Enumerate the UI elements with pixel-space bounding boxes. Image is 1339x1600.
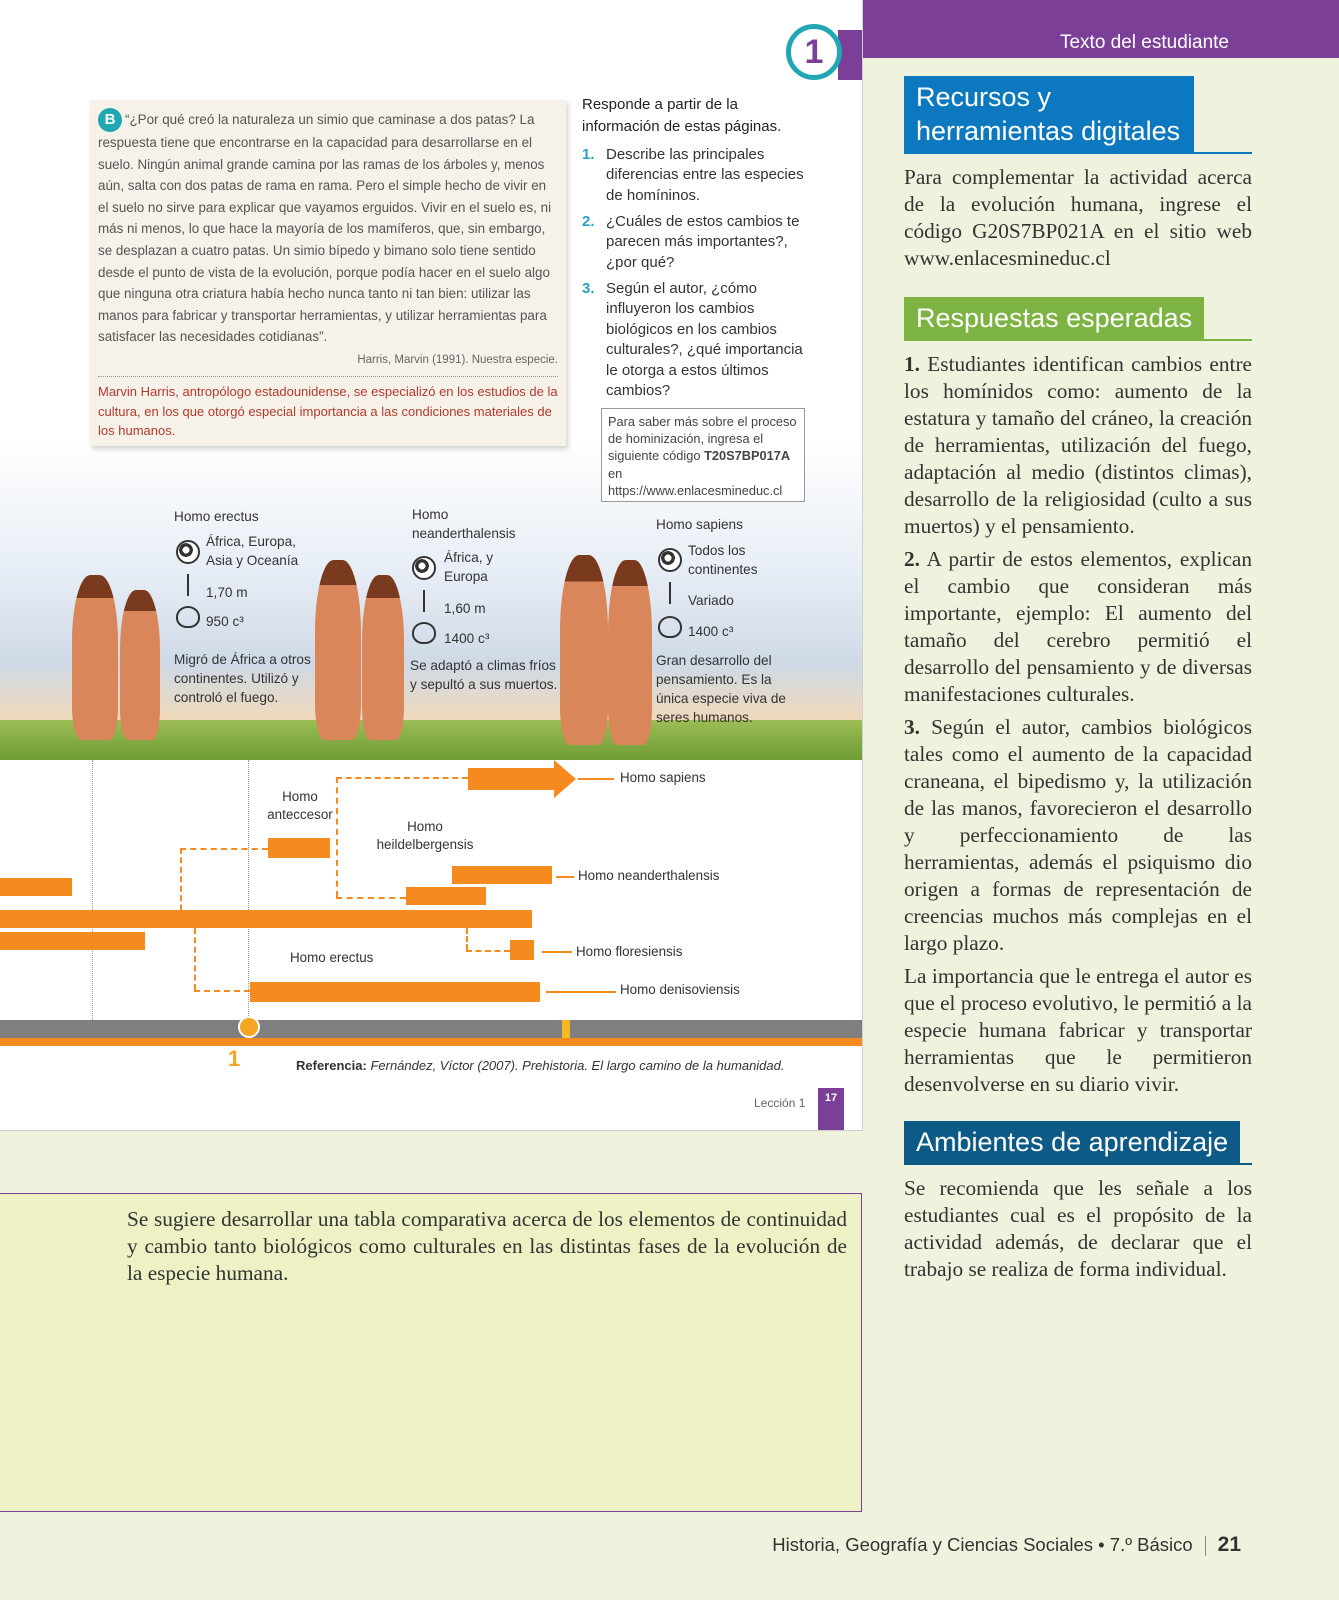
code-box-code: T20S7BP017A bbox=[704, 448, 791, 464]
connector bbox=[180, 848, 182, 920]
section-title: Ambientes de aprendizaje bbox=[904, 1121, 1240, 1163]
timeline-axis bbox=[0, 1020, 862, 1038]
hominid-figure bbox=[120, 590, 160, 740]
species-region: África, Europa, Asia y Oceanía bbox=[206, 534, 299, 568]
question-number: 1. bbox=[582, 146, 595, 163]
section-underline bbox=[904, 152, 1252, 154]
timeline-bar-erectus bbox=[0, 910, 532, 928]
code-box bbox=[601, 408, 805, 502]
timeline-bar-neanderthalensis bbox=[452, 866, 552, 884]
answer-number: 3. bbox=[904, 715, 920, 739]
brain-icon bbox=[658, 616, 682, 638]
answer-item bbox=[904, 351, 1252, 540]
timeline-marker bbox=[238, 1016, 260, 1038]
arrow-left-icon bbox=[542, 951, 572, 953]
section-underline bbox=[904, 339, 1252, 341]
species-name: Homo erectus bbox=[174, 509, 259, 524]
quote-label: B bbox=[98, 108, 122, 132]
divider bbox=[98, 376, 558, 377]
author-note: Marvin Harris, antropólogo estadounidense, se especializó en los estudios de la cultura, en los que otorgó especial importancia a las condiciones materiales de los humanos. bbox=[98, 384, 558, 438]
lesson-badge: 1 bbox=[786, 24, 842, 80]
species-region: África, y Europa bbox=[444, 550, 494, 584]
connector bbox=[180, 848, 268, 850]
arrow-left-icon bbox=[578, 778, 614, 780]
answer-number: 2. bbox=[904, 547, 920, 571]
hominid-figure bbox=[362, 575, 404, 740]
question-text: Según el autor, ¿cómo influyeron los cambios biológicos en los cambios culturales?, ¿qué importancia le otorga a estos últimos cambios? bbox=[606, 280, 803, 400]
arrow-left-icon bbox=[556, 876, 574, 878]
answer-item bbox=[904, 714, 1252, 957]
footer-subject: Historia, Geografía y Ciencias Sociales • 7.º Básico bbox=[772, 1534, 1193, 1555]
timeline-marker-number: 1 bbox=[228, 1046, 241, 1071]
answer-item bbox=[904, 546, 1252, 708]
lesson-label: Lección 1 bbox=[754, 1096, 806, 1110]
arrow-head-icon bbox=[554, 760, 576, 798]
question-item bbox=[582, 279, 812, 401]
section-text: Se recomienda que les señale a los estudiantes cual es el propósito de la actividad además, de declarar que el trabajo se realiza de forma individual. bbox=[904, 1176, 1252, 1281]
timeline-bar-heidelbergensis bbox=[406, 887, 486, 905]
timeline-diagram bbox=[0, 760, 862, 1022]
species-height: 1,60 m bbox=[444, 601, 486, 616]
species-name: Homo neanderthalensis bbox=[412, 507, 516, 541]
question-text: Describe las principales diferencias entre las especies de homíninos. bbox=[606, 146, 804, 204]
header-title: Texto del estudiante bbox=[1059, 32, 1229, 53]
timeline-bar-denisoviensis bbox=[250, 982, 540, 1002]
height-icon bbox=[669, 582, 671, 604]
section-underline bbox=[904, 1163, 1252, 1165]
timeline-label: Homo anteccesor bbox=[267, 789, 333, 822]
species-region: Todos los continentes bbox=[688, 543, 758, 577]
height-icon bbox=[187, 574, 189, 596]
reference-text: Fernández, Víctor (2007). Prehistoria. El largo camino de la humanidad. bbox=[370, 1058, 785, 1073]
height-icon bbox=[423, 590, 425, 612]
globe-icon bbox=[658, 548, 682, 572]
hominid-figure bbox=[72, 575, 118, 740]
connector bbox=[336, 777, 468, 779]
section-environments bbox=[904, 1121, 1252, 1283]
quote-body: “¿Por qué creó la naturaleza un simio que caminase a dos patas? La respuesta tiene que encontrarse en la capacidad para desarrollarse en el suelo. Ningún animal grande camina por las ramas de los árboles y, menos aún, salta con dos patas de rama en rama. Pero el simple hecho de vivir en el suelo no sirve para explicar que vayamos erguidos. Vivir en el suelo es, ni más ni menos, lo que hace la mayoría de los mamíferos, que, sin embargo, se desplazan a cuatro patas. Un simio bípedo y bimano solo tiene sentido desde el punto de vista de la evolución, porque podía hacer en el suelo algo que ninguna otra criatura había hecho nunca tanto ni tan bien: utilizar las manos para fabricar y transportar herramientas, y utilizar herramientas para satisfacer las necesidades cotidianas”. bbox=[98, 112, 552, 345]
question-number: 3. bbox=[582, 280, 595, 297]
hominid-figure bbox=[608, 560, 652, 745]
species-height: Variado bbox=[688, 593, 734, 608]
connector bbox=[194, 990, 250, 992]
question-number: 2. bbox=[582, 213, 595, 230]
reference-label: Referencia: bbox=[296, 1058, 367, 1073]
section-title: Recursos y herramientas digitales bbox=[904, 76, 1194, 152]
globe-icon bbox=[412, 556, 436, 580]
globe-icon bbox=[176, 540, 200, 564]
answer-extra: La importancia que le entrega el autor es que el proceso evolutivo, le permitió a la especie humana fabricar y transportar herramientas que le permitieron desenvolverse en su diario vivir. bbox=[904, 964, 1252, 1096]
hominid-figure bbox=[560, 555, 608, 745]
code-box-text: Para saber más sobre el proceso de hominización, ingresa el siguiente código bbox=[608, 414, 797, 464]
brain-icon bbox=[412, 622, 436, 644]
timeline-label: Homo erectus bbox=[290, 950, 374, 965]
section-answers bbox=[904, 297, 1252, 1098]
species-brain: 1400 c³ bbox=[444, 631, 490, 646]
answer-text: Estudiantes identifican cambios entre los homínidos como: aumento de la estatura y tamaño del cráneo, la creación de herramientas, utilización del fuego, adaptación al medio (distintos climas), desarrollo de la religiosidad (culto a sus muertos) y el pensamiento. bbox=[904, 352, 1252, 538]
section-text: Para complementar la actividad acerca de la evolución humana, ingrese el código G20S7BP021A en el sitio web www.enlacesmineduc.cl bbox=[904, 165, 1252, 270]
footer bbox=[772, 1533, 1241, 1557]
connector bbox=[336, 897, 406, 899]
timeline-bar-antecessor bbox=[268, 838, 330, 858]
answer-text: Según el autor, cambios biológicos tales como el aumento de la capacidad craneana, el bipedismo y, la utilización de las manos, favorecieron el desarrollo y perfeccionamiento de las herramientas, además el psiquismo dio origen a formas de representación de creencias muchos más complejas en el largo plazo. bbox=[904, 715, 1252, 955]
timeline-bar bbox=[0, 878, 72, 896]
connector bbox=[466, 950, 510, 952]
timeline-bar bbox=[0, 932, 145, 950]
footer-divider bbox=[1205, 1536, 1206, 1556]
code-box-url[interactable]: https://www.enlacesmineduc.cl bbox=[608, 482, 783, 498]
timeline-label: Homo floresiensis bbox=[576, 944, 683, 959]
section-title: Respuestas esperadas bbox=[904, 297, 1204, 339]
timeline-guide bbox=[92, 760, 93, 1022]
timeline-label: Homo neanderthalensis bbox=[578, 868, 720, 883]
timeline-bar-sapiens bbox=[468, 768, 554, 790]
timeline-label: Homo denisoviensis bbox=[620, 982, 740, 997]
species-note: Gran desarrollo del pensamiento. Es la única especie viva de seres humanos. bbox=[656, 653, 786, 725]
timeline-axis-base bbox=[0, 1038, 862, 1046]
code-box-tail: en bbox=[608, 465, 623, 481]
species-brain: 1400 c³ bbox=[688, 624, 734, 639]
timeline-label: Homo heildelbergensis bbox=[376, 819, 474, 852]
question-item bbox=[582, 212, 812, 273]
species-height: 1,70 m bbox=[206, 585, 248, 600]
textbook-page-number: 17 bbox=[818, 1088, 844, 1130]
timeline-bar-floresiensis bbox=[510, 940, 534, 960]
reference bbox=[296, 1058, 785, 1073]
question-item bbox=[582, 145, 812, 206]
answer-text: A partir de estos elementos, explican el cambio que consideran más importante, ejemplo: El aumento del tamaño del cerebro permitió el desarrollo del pensamiento y de diversas manifestaciones culturales. bbox=[904, 547, 1252, 706]
species-note: Migró de África a otros continentes. Utilizó y controló el fuego. bbox=[174, 652, 311, 705]
timeline-label: Homo sapiens bbox=[620, 770, 706, 785]
section-resources bbox=[904, 76, 1252, 272]
questions-intro: Responde a partir de la información de estas páginas. bbox=[582, 96, 782, 135]
quote-citation: Harris, Marvin (1991). Nuestra especie. bbox=[357, 354, 558, 366]
arrow-left-icon bbox=[546, 991, 616, 993]
answer-number: 1. bbox=[904, 352, 920, 376]
suggestion-text: Se sugiere desarrollar una tabla comparativa acerca de los elementos de continuidad y cambio tanto biológicos como culturales en las distintas fases de la evolución de la especie humana. bbox=[127, 1207, 847, 1285]
connector bbox=[466, 928, 468, 950]
axis-marker bbox=[562, 1020, 570, 1038]
quote-text bbox=[98, 108, 558, 348]
species-note: Se adaptó a climas fríos y sepultó a sus muertos. bbox=[410, 658, 558, 692]
species-brain: 950 c³ bbox=[206, 614, 244, 629]
question-text: ¿Cuáles de estos cambios te parecen más importantes?, ¿por qué? bbox=[606, 213, 800, 271]
footer-page-number: 21 bbox=[1217, 1533, 1241, 1556]
timeline-guide bbox=[248, 760, 249, 1022]
connector bbox=[194, 928, 196, 990]
hominid-figure bbox=[315, 560, 361, 740]
species-name: Homo sapiens bbox=[656, 517, 743, 532]
brain-icon bbox=[176, 606, 200, 628]
